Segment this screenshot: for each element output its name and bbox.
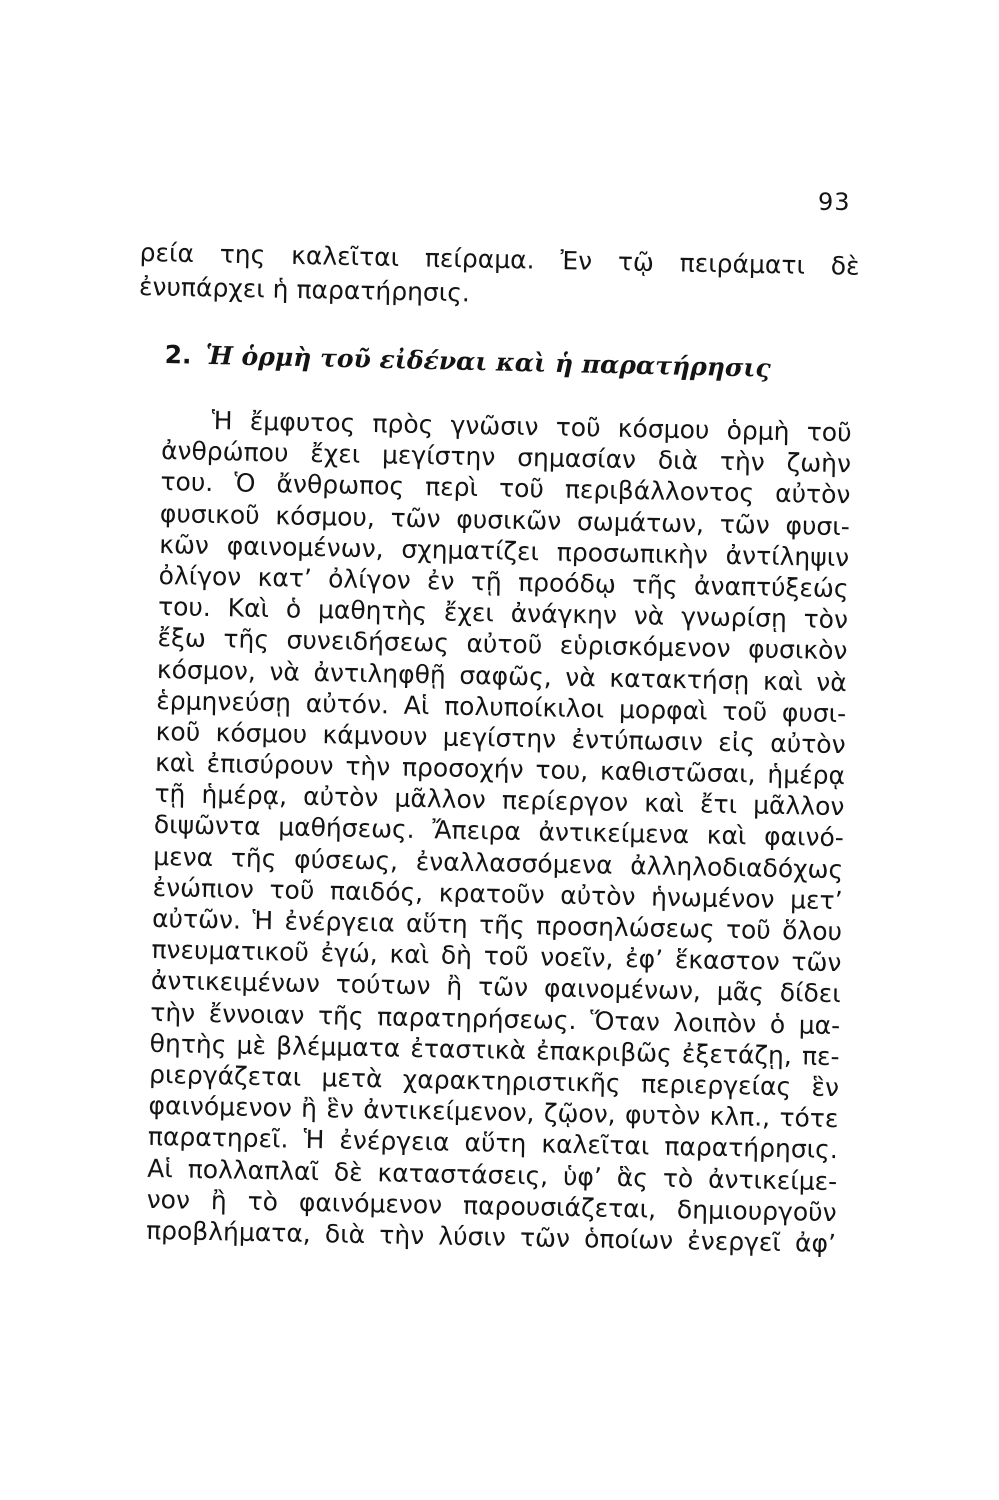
text-line: αὐτῶν. Ἡ ἐνέργεια αὕτη τῆς προσηλώσεως τοῦ ὅλου xyxy=(151,903,843,947)
text-line: ρεία της καλεῖται πείραμα. Ἐν τῷ πειράματι δὲ xyxy=(139,237,860,281)
text-line: τὴν ἔννοιαν τῆς παρατηρήσεως. Ὅταν λοιπὸν ὁ μα- xyxy=(150,997,841,1040)
text-line: ριεργάζεται μετὰ χαρακτηριστικῆς περιεργείας ἓν xyxy=(148,1059,840,1103)
text-line: του. Καὶ ὁ μαθητὴς ἔχει ἀνάγκην νὰ γνωρίσῃ τὸν xyxy=(157,592,849,635)
text-line: ἐνώπιον τοῦ παιδός, κρατοῦν αὐτὸν ἡνωμένον μετ’ xyxy=(152,872,843,915)
text-line: Αἱ πολλαπλαῖ δὲ καταστάσεις, ὑφ’ ἃς τὸ ἀντικείμε- xyxy=(147,1153,838,1196)
text-line: προβλήματα, διὰ τὴν λύσιν τῶν ὁποίων ἐνεργεῖ ἀφ’ xyxy=(145,1215,837,1258)
text-line: κῶν φαινομένων, σχηματίζει προσωπικὴν ἀντίληψιν xyxy=(159,529,850,572)
page-number: 93 xyxy=(818,188,851,216)
text-line: νον ἢ τὸ φαινόμενον παρουσιάζεται, δημιουργοῦν xyxy=(146,1184,837,1227)
text-line: του. Ὁ ἄνθρωπος περὶ τοῦ περιβάλλοντος αὐτὸν xyxy=(160,467,851,510)
text-line: κόσμον, νὰ ἀντιληφθῇ σαφῶς, νὰ κατακτήσῃ καὶ νὰ xyxy=(156,654,848,697)
text-line: πνευματικοῦ ἐγώ, καὶ δὴ τοῦ νοεῖν, ἐφ’ ἕκαστον τῶν xyxy=(151,935,842,978)
section-heading xyxy=(164,340,771,383)
text-line: τῇ ἡμέρᾳ, αὐτὸν μᾶλλον περίεργον καὶ ἔτι μᾶλλον xyxy=(154,779,845,822)
text-line: ἀντικειμένων τούτων ἢ τῶν φαινομένων, μᾶς δίδει xyxy=(150,966,842,1009)
text-line: ἀνθρώπου ἔχει μεγίστην σημασίαν διὰ τὴν ζωὴν xyxy=(160,436,852,479)
text-line: ἔξω τῆς συνειδήσεως αὐτοῦ εὑρισκόμενον φυσικὸν xyxy=(157,623,848,666)
text-line: διψῶντα μαθήσεως. Ἄπειρα ἀντικείμενα καὶ φαινό- xyxy=(153,810,845,853)
text-line: κοῦ κόσμου κάμνουν μεγίστην ἐντύπωσιν εἰς αὐτὸν xyxy=(155,716,846,760)
section-number: 2. xyxy=(164,340,192,370)
text-line: Ἡ ἔμφυτος πρὸς γνῶσιν τοῦ κόσμου ὁρμὴ τοῦ xyxy=(211,405,852,448)
text-line: ἐνυπάρχει ἡ παρατήρησις. xyxy=(138,272,471,308)
text-line: φυσικοῦ κόσμου, τῶν φυσικῶν σωμάτων, τῶν φυσι- xyxy=(159,498,851,541)
text-line: ὀλίγον κατ’ ὀλίγον ἐν τῇ προόδῳ τῆς ἀναπτύξεώς xyxy=(158,560,849,604)
body-paragraph xyxy=(146,404,852,1259)
text-line: καὶ ἐπισύρουν τὴν προσοχήν του, καθιστῶσαι, ἡμέρᾳ xyxy=(154,747,846,791)
text-line: μενα τῆς φύσεως, ἐναλλασσόμενα ἀλληλοδιαδόχως xyxy=(153,841,844,884)
section-title: Ἡ ὁρμὴ τοῦ εἰδέναι καὶ ἡ παρατήρησις xyxy=(205,340,772,383)
text-line: παρατηρεῖ. Ἡ ἐνέργεια αὕτη καλεῖται παρατήρησις. xyxy=(147,1122,839,1165)
text-line: ἑρμηνεύσῃ αὐτόν. Αἱ πολυποίκιλοι μορφαὶ τοῦ φυσι- xyxy=(156,685,847,728)
text-line: φαινόμενον ἢ ἓν ἀντικείμενον, ζῷον, φυτὸν κλπ., τότε xyxy=(148,1090,839,1134)
intro-paragraph xyxy=(139,236,860,318)
text-line: θητὴς μὲ βλέμματα ἐταστικὰ ἐπακριβῶς ἐξετάζῃ, πε- xyxy=(149,1028,840,1071)
